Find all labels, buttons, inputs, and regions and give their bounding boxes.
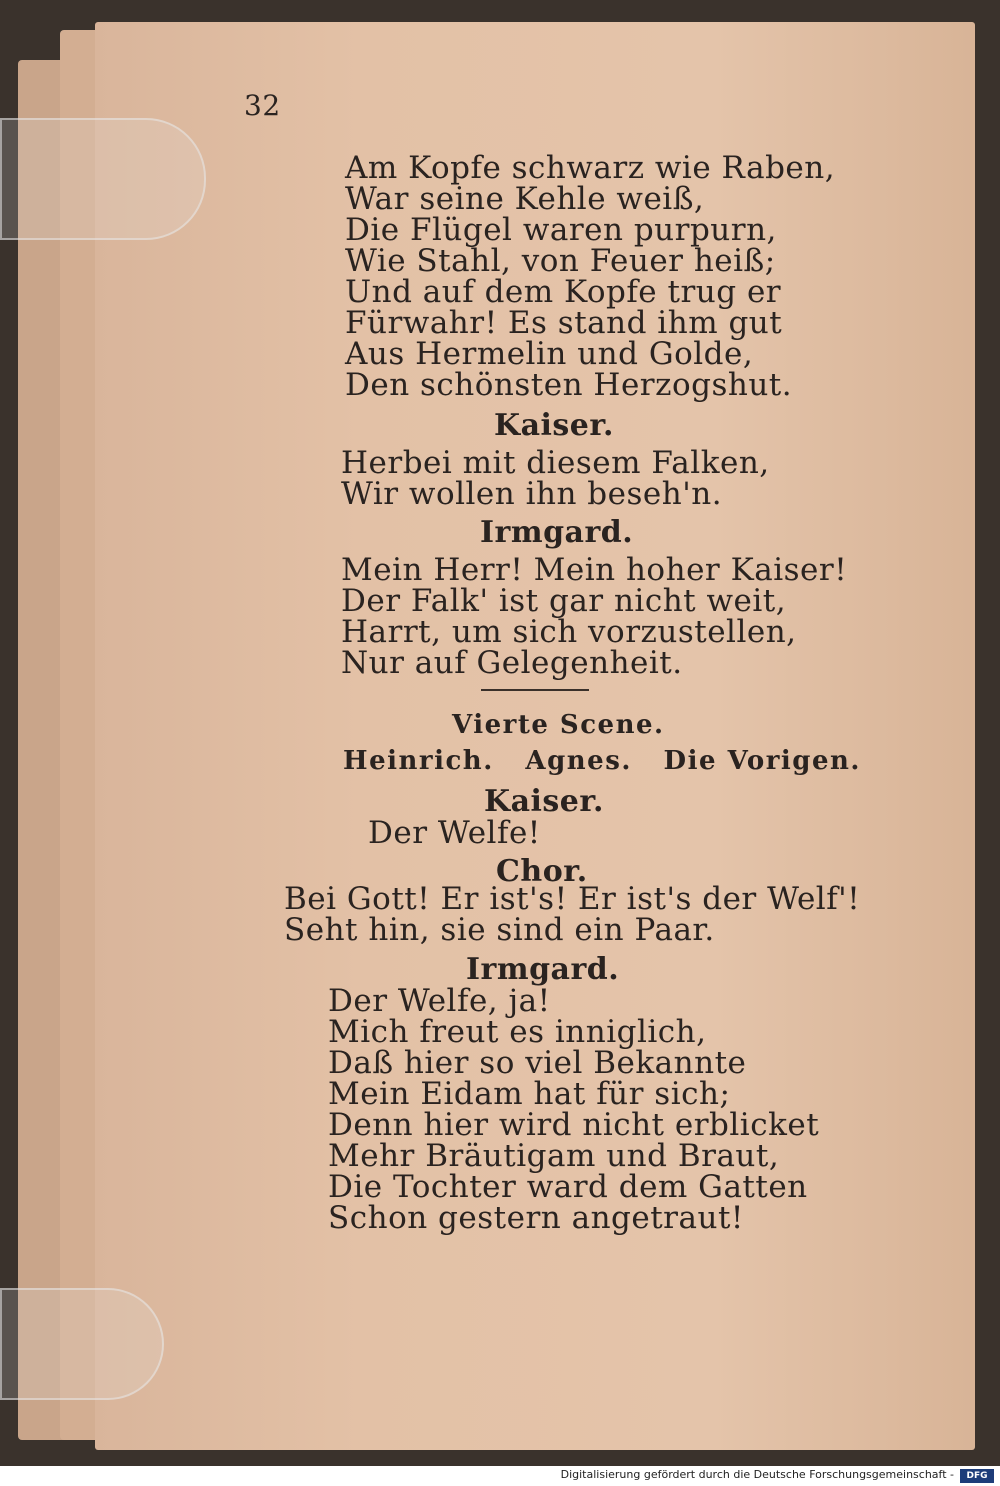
verse-line: Den schönsten Herzogshut. xyxy=(345,367,793,403)
footer-bar xyxy=(0,1466,1000,1486)
verse-line: Herbei mit diesem Falken, xyxy=(341,445,770,481)
verse-line: Nur auf Gelegenheit. xyxy=(341,645,683,681)
page-number: 32 xyxy=(244,89,281,122)
scene-cast: Heinrich. Agnes. Die Vorigen. xyxy=(343,746,861,776)
verse-line: Seht hin, sie sind ein Paar. xyxy=(284,912,715,948)
speaker-name: Kaiser. xyxy=(484,784,604,819)
verse-line: Denn hier wird nicht erblicket xyxy=(328,1107,820,1143)
verse-line: Der Welfe! xyxy=(368,815,541,851)
verse-line: Daß hier so viel Bekannte xyxy=(328,1045,747,1081)
verse-line: Aus Hermelin und Golde, xyxy=(345,336,754,372)
speaker-name: Kaiser. xyxy=(494,408,614,443)
verse-line: Bei Gott! Er ist's! Er ist's der Welf'! xyxy=(284,881,861,917)
verse-line: Am Kopfe schwarz wie Raben, xyxy=(345,150,836,186)
verse-line: Fürwahr! Es stand ihm gut xyxy=(345,305,783,341)
verse-line: Der Falk' ist gar nicht weit, xyxy=(341,583,787,619)
speaker-name: Irmgard. xyxy=(466,952,620,987)
verse-line: Mein Herr! Mein hoher Kaiser! xyxy=(341,552,848,588)
plastic-clip-bottom xyxy=(0,1288,164,1400)
verse-line: Wir wollen ihn beseh'n. xyxy=(341,476,723,512)
verse-line: Harrt, um sich vorzustellen, xyxy=(341,614,797,650)
verse-line: War seine Kehle weiß, xyxy=(345,181,705,217)
verse-line: Mein Eidam hat für sich; xyxy=(328,1076,731,1112)
scene-title: Vierte Scene. xyxy=(452,710,665,740)
verse-line: Die Flügel waren purpurn, xyxy=(345,212,777,248)
verse-line: Schon gestern angetraut! xyxy=(328,1200,744,1236)
speaker-name: Chor. xyxy=(496,854,588,889)
section-divider xyxy=(481,689,589,691)
verse-line: Wie Stahl, von Feuer heiß; xyxy=(345,243,776,279)
verse-line: Mehr Bräutigam und Braut, xyxy=(328,1138,780,1174)
speaker-name: Irmgard. xyxy=(480,515,634,550)
verse-line: Mich freut es inniglich, xyxy=(328,1014,707,1050)
verse-line: Die Tochter ward dem Gatten xyxy=(328,1169,808,1205)
verse-line: Und auf dem Kopfe trug er xyxy=(345,274,782,310)
footer-credit: Digitalisierung gefördert durch die Deutsche Forschungsgemeinschaft - xyxy=(560,1468,954,1481)
verse-line: Der Welfe, ja! xyxy=(328,983,551,1019)
dfg-logo[interactable]: DFG xyxy=(960,1469,994,1483)
plastic-clip-top xyxy=(0,118,206,240)
